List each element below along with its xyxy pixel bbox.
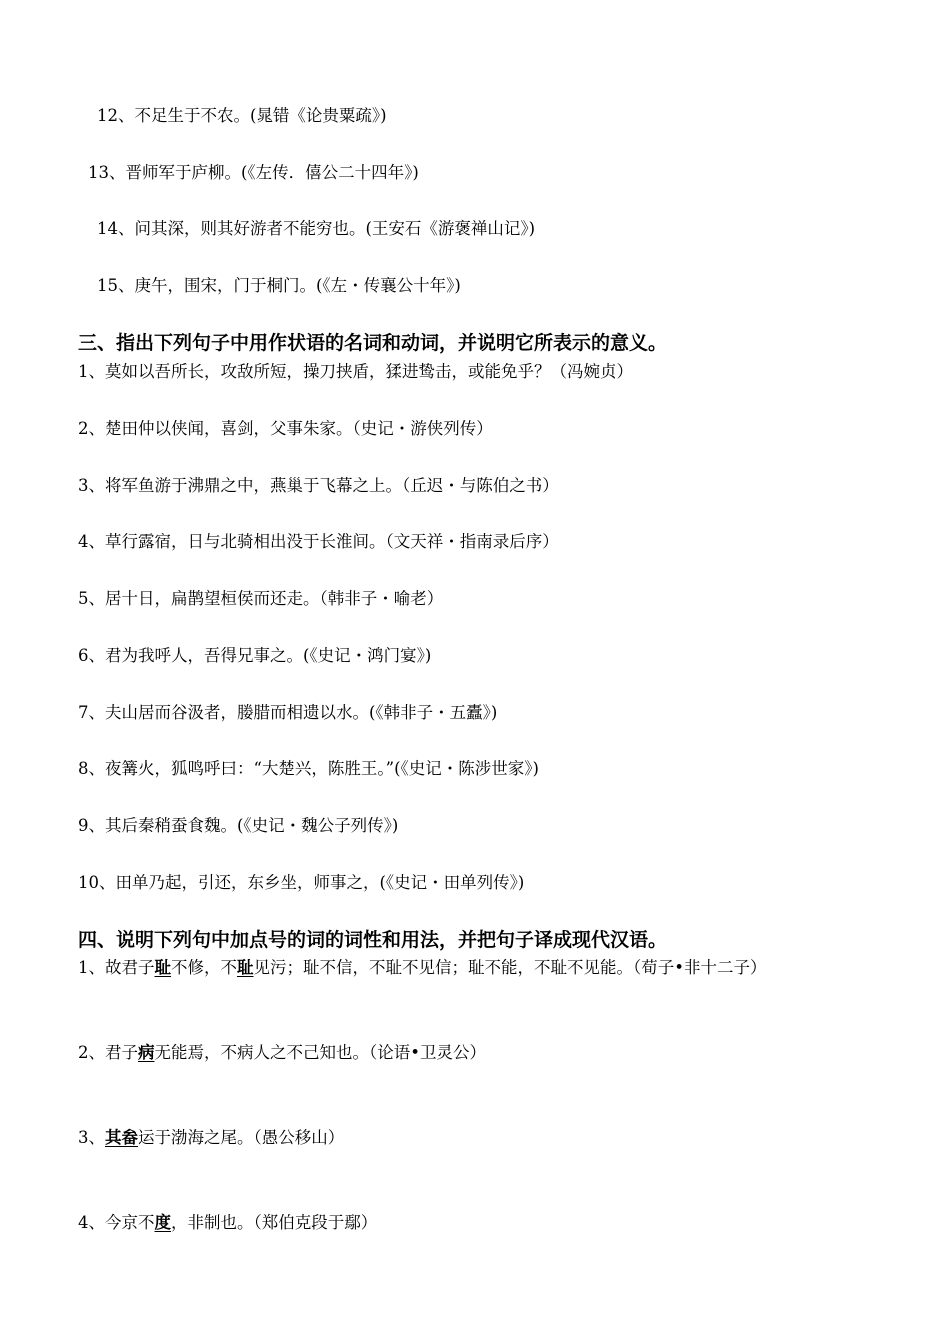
list-item	[78, 1042, 486, 1064]
list-item: 7、夫山居而谷汲者，媵腊而相遗以水。(《韩非子・五蠹》)	[78, 703, 498, 722]
item-text: 4、今京不	[78, 1213, 155, 1232]
item-text: 运于渤海之尾。（愚公移山）	[138, 1128, 345, 1147]
emphasized-word: 耻	[237, 958, 254, 977]
list-item: 15、庚午，围宋，门于桐门。(《左・传襄公十年》)	[97, 276, 461, 295]
item-text: 无能焉，不病人之不己知也。（论语•卫灵公）	[154, 1043, 486, 1062]
item-text: 见污；耻不信，不耻不见信；耻不能，不耻不见能。（荀子•非十二子）	[253, 958, 767, 977]
list-item	[78, 1212, 377, 1234]
list-item: 5、居十日，扁鹊望桓侯而还走。（韩非子・喻老）	[78, 589, 444, 608]
list-item: 2、楚田仲以侠闻，喜剑，父事朱家。（史记・游侠列传）	[78, 419, 493, 438]
list-item: 12、不足生于不农。(晁错《论贵粟疏》)	[97, 106, 387, 125]
list-item: 4、草行露宿，日与北骑相出没于长淮间。（文天祥・指南录后序）	[78, 532, 559, 551]
list-item: 6、君为我呼人，吾得兄事之。(《史记・鸿门宴》)	[78, 646, 432, 665]
list-item	[78, 957, 766, 979]
list-item: 8、夜篝火，狐鸣呼曰：“大楚兴，陈胜王。”(《史记・陈涉世家》)	[78, 759, 539, 778]
list-item: 13、晋师军于庐柳。(《左传．僖公二十四年》)	[88, 163, 419, 182]
item-text: 2、君子	[78, 1043, 138, 1062]
emphasized-word: 病	[138, 1043, 155, 1062]
list-item: 1、莫如以吾所长，攻敌所短，操刀挟盾，猱进鸷击，或能免乎？（冯婉贞）	[78, 362, 633, 381]
emphasized-word: 其畚	[105, 1128, 138, 1147]
emphasized-word: 耻	[154, 958, 171, 977]
section-3-heading: 三、指出下列句子中用作状语的名词和动词，并说明它所表示的意义。	[78, 332, 668, 354]
list-item: 10、田单乃起，引还，东乡坐，师事之，(《史记・田单列传》)	[78, 873, 525, 892]
list-item: 14、问其深，则其好游者不能穷也。(王安石《游褒禅山记》)	[97, 219, 536, 238]
list-item	[78, 1127, 344, 1149]
emphasized-word: 度	[154, 1213, 171, 1232]
section-4-heading: 四、说明下列句中加点号的词的词性和用法，并把句子译成现代汉语。	[78, 929, 668, 951]
list-item: 3、将军鱼游于沸鼎之中，燕巢于飞幕之上。（丘迟・与陈伯之书）	[78, 476, 559, 495]
list-item: 9、其后秦稍蚕食魏。(《史记・魏公子列传》)	[78, 816, 399, 835]
item-text: ，非制也。（郑伯克段于鄢）	[171, 1213, 378, 1232]
item-text: 1、故君子	[78, 958, 155, 977]
item-text: 不修，不	[171, 958, 237, 977]
item-text: 3、	[78, 1128, 105, 1147]
